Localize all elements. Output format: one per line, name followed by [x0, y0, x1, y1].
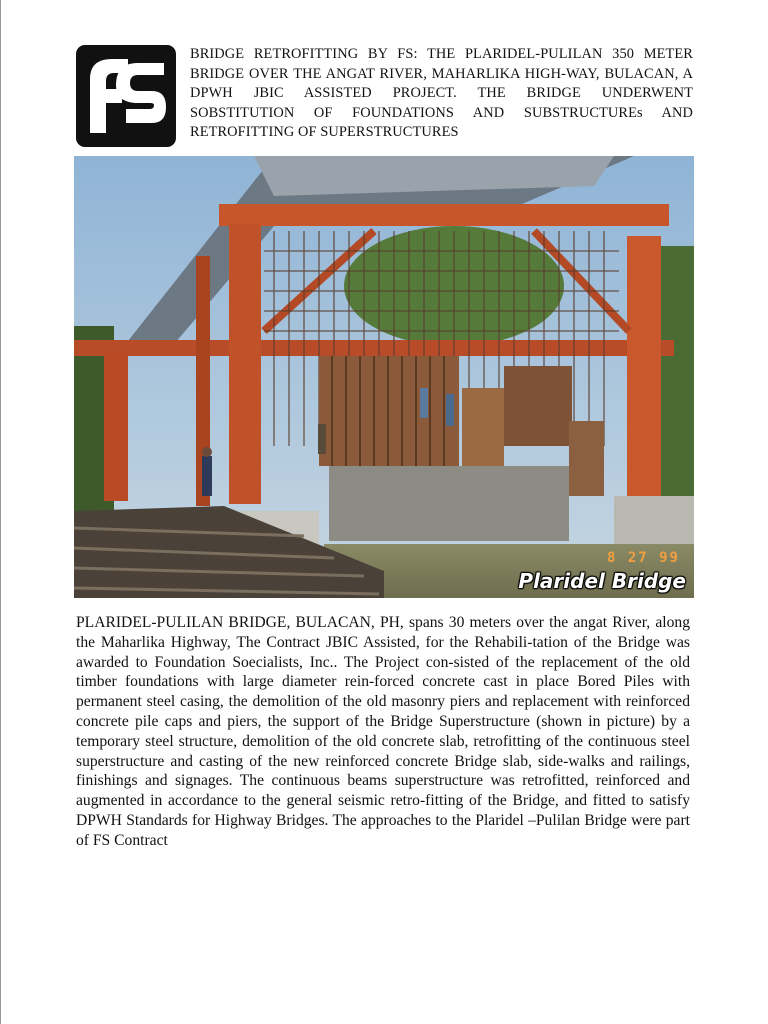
- photo-caption: Plaridel Bridge: [518, 569, 686, 593]
- header-title: BRIDGE RETROFITTING BY FS: THE PLARIDEL-PULILAN 350 METER BRIDGE OVER THE ANGAT RIVER, MAHARLIKA HIGH-WAY, BULACAN, A DPWH JBIC ASSISTED PROJECT. THE BRIDGE UNDERWENT SOBSTITUTION OF FOUNDATIONS AND SUBSTRUCTUREs AND RETROFITTING OF SUPERSTRUCTURES: [190, 46, 693, 140]
- page-left-border: [0, 0, 1, 1024]
- photo-date-stamp: 8 27 99: [606, 550, 680, 566]
- body-paragraph: PLARIDEL-PULILAN BRIDGE, BULACAN, PH, spans 30 meters over the angat River, along the Maharlika Highway, The Contract JBIC Assisted, for the Rehabili-tation of the Bridge was awarded to Foundation Soecialists, Inc.. The Project con-sisted of the replacement of the old timber foundations with large diameter rein-forced concrete cast in place Bored Piles with permanent steel casing, the demolition of the old masonry piers and replacement with reinforced concrete pile caps and piers, the support of the Bridge Superstructure (shown in picture) by a temporary steel structure, demolition of the old concrete slab, retrofitting of the continuous steel superstructure and casting of the new reinforced concrete Bridge slab, side-walks and railings, finishings and signages. The continuous beams superstructure was retrofitted, reinforced and augmented in accordance to the general seismic retro-fitting of the Bridge, and fitted to satisfy DPWH Standards for Highway Bridges. The approaches to the Plaridel –Pulilan Bridge were part of FS Contract: [76, 614, 690, 849]
- fs-logo-icon: [76, 45, 176, 147]
- bridge-photo: [74, 156, 694, 598]
